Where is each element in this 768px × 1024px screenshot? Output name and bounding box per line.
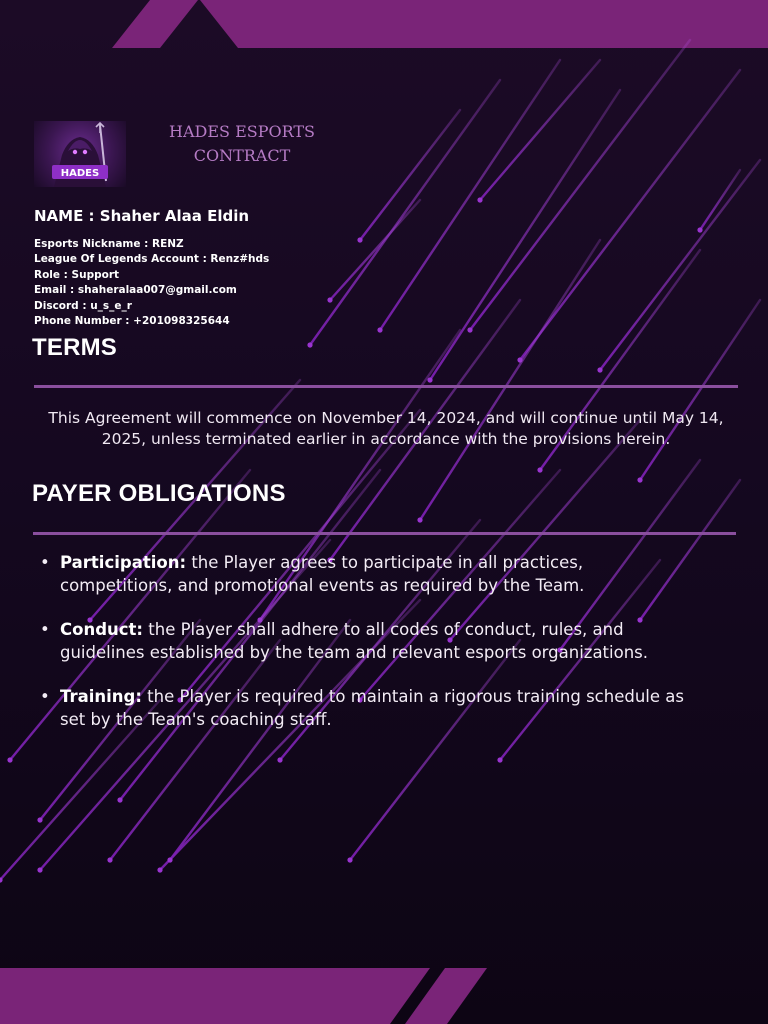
streak-dot [697,227,702,232]
detail-lol-account: League Of Legends Account : Renz#hds [34,253,270,266]
light-streak [700,170,740,230]
list-item [40,619,700,664]
obligation-text: the Player agrees to participate in all practices, competitions, and promotional events as required by the Team. [60,553,585,595]
streak-dot [347,857,352,862]
streak-dot [157,867,162,872]
player-details [34,237,269,329]
streak-dot [307,342,312,347]
logo-text: HADES [60,168,100,179]
light-streak [420,240,600,520]
detail-nickname: Esports Nickname : RENZ [34,238,184,250]
obligations-divider [33,532,736,535]
obligations-heading: PAYER OBLIGATIONS [32,480,286,507]
obligations-list [40,552,700,753]
organization-name: HADES ESPORTS [169,122,315,141]
bottom-banner-shape [0,968,430,1024]
team-logo [34,121,126,187]
light-streak [330,200,420,300]
detail-phone: Phone Number : +201098325644 [34,315,230,328]
player-name: NAME : Shaher Alaa Eldin [34,207,250,225]
organization-title [150,120,334,168]
streak-dot [107,857,112,862]
light-streak [600,160,760,370]
list-item [40,552,700,597]
streak-dot [637,477,642,482]
bullet-marker: • [40,687,50,706]
streak-dot [37,867,42,872]
obligation-text: the Player shall adhere to all codes of conduct, rules, and guidelines established by the team and relevant esports organizations. [60,620,648,662]
streak-dot [357,237,362,242]
streak-dot [327,297,332,302]
streak-dot [597,367,602,372]
obligation-title: Training: [60,687,142,706]
obligation-text: the Player is required to maintain a rigorous training schedule as set by the Team's coaching staff. [60,687,684,729]
streak-dot [417,517,422,522]
document-type: CONTRACT [193,146,291,165]
streak-dot [277,757,282,762]
detail-email: Email : shaheralaa007@gmail.com [34,284,237,297]
detail-role: Role : Support [34,268,120,281]
bullet-marker: • [40,620,50,639]
streak-dot [477,197,482,202]
detail-discord: Discord : u_s_e_r [34,299,132,312]
streak-dot [497,757,502,762]
bullet-marker: • [40,553,50,572]
streak-dot [537,467,542,472]
light-streak [640,300,760,480]
top-banner-shape [200,0,768,48]
streak-dot [37,817,42,822]
terms-heading: TERMS [32,334,117,361]
light-streak [380,60,560,330]
top-slash-shape [112,0,198,48]
hades-emblem-icon [34,121,126,187]
streak-dot [7,757,12,762]
terms-text: This Agreement will commence on November 14, 2024, and will continue until May 14, 2025, unless terminated earlier in accordance with the provisions herein. [48,409,724,448]
light-streak [360,110,460,240]
list-item [40,686,700,731]
streak-dot [117,797,122,802]
terms-divider [34,385,738,388]
light-streak [310,80,500,345]
streak-dot [467,327,472,332]
streak-dot [377,327,382,332]
obligation-title: Participation: [60,553,187,572]
obligation-title: Conduct: [60,620,144,639]
light-streak [430,90,620,380]
streak-dot [167,857,172,862]
